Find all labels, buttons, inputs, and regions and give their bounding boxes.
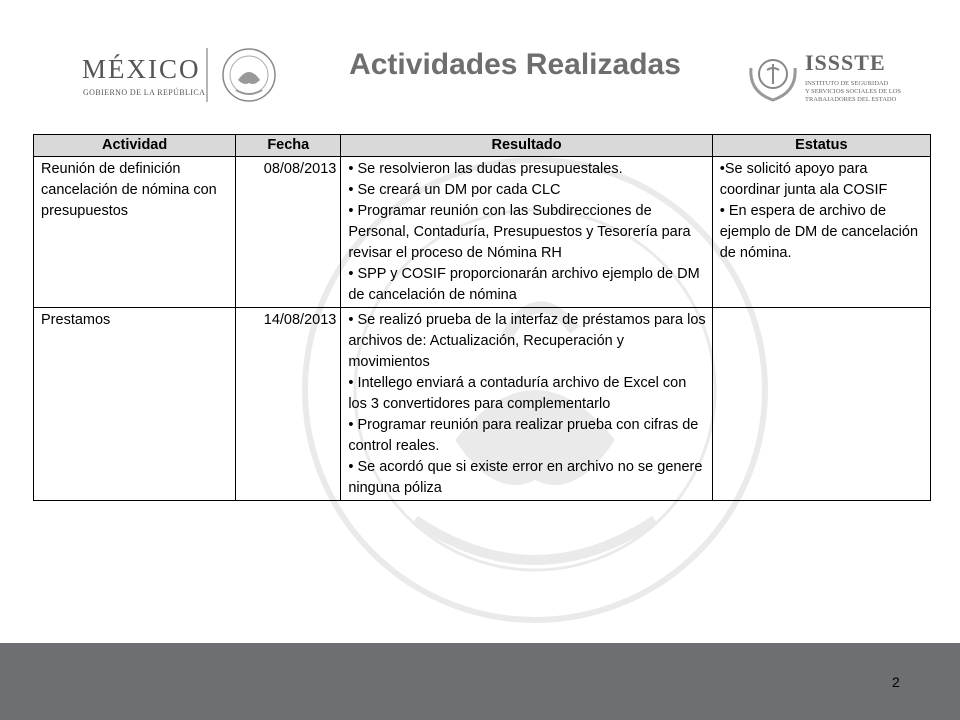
list-item: • Programar reunión para realizar prueba con cifras de control reales.	[348, 417, 699, 454]
list-item: • Programar reunión con las Subdirecciones de Personal, Contaduría, Presupuestos y Tesorería para revisar el proceso de Nómina RH	[348, 203, 691, 261]
list-item-text: En espera de archivo de ejemplo de DM de cancelación de nómina.	[719, 203, 919, 261]
table-header-row	[34, 135, 931, 157]
list-item: • Se realizó prueba de la interfaz de préstamos para los archivos de: Actualización, Recuperación y movimientos	[348, 312, 706, 370]
list-item-text: Se solicitó apoyo para coordinar junta ala COSIF	[719, 161, 888, 198]
list-item-text: Programar reunión para realizar prueba con cifras de control reales.	[348, 417, 699, 454]
issste-hands-icon	[745, 48, 801, 104]
logo-mexico-word: MÉXICO	[82, 54, 201, 84]
activities-table	[33, 134, 931, 501]
column-header-fecha: Fecha	[236, 135, 341, 157]
list-item-text: Se realizó prueba de la interfaz de préstamos para los archivos de: Actualización, Recuperación y movimientos	[348, 312, 706, 370]
list-item: • Intellego enviará a contaduría archivo de Excel con los 3 convertidores para complementarlo	[348, 375, 687, 412]
logo-issste-sub-line: INSTITUTO DE SEGURIDAD	[805, 80, 889, 87]
list-item-text: Intellego enviará a contaduría archivo de Excel con los 3 convertidores para complementarlo	[348, 375, 687, 412]
estatus-list	[720, 159, 926, 264]
resultado-list	[348, 310, 707, 499]
cell-resultado	[341, 308, 712, 501]
logo-issste-word: ISSSTE	[805, 50, 886, 75]
logo-issste	[745, 46, 905, 106]
logo-issste-sub-line: Y SERVICIOS SOCIALES DE LOS	[805, 88, 902, 95]
cell-estatus	[712, 157, 930, 308]
cell-fecha: 08/08/2013	[236, 157, 341, 308]
list-item-text: SPP y COSIF proporcionarán archivo ejemplo de DM de cancelación de nómina	[348, 266, 700, 303]
list-item: • SPP y COSIF proporcionarán archivo ejemplo de DM de cancelación de nómina	[348, 266, 700, 303]
list-item-text: Se resolvieron las dudas presupuestales.	[357, 161, 623, 177]
table-row	[34, 308, 931, 501]
logo-issste-sub-line: TRABAJADORES DEL ESTADO	[805, 96, 897, 103]
cell-estatus	[712, 308, 930, 501]
page-number: 2	[892, 674, 900, 690]
logo-mexico-subtitle: GOBIERNO DE LA REPÚBLICA	[83, 88, 206, 97]
list-item: •Se solicitó apoyo para coordinar junta ala COSIF	[719, 161, 888, 198]
column-header-resultado: Resultado	[341, 135, 712, 157]
list-item-text: Programar reunión con las Subdirecciones de Personal, Contaduría, Presupuestos y Tesorería para revisar el proceso de Nómina RH	[348, 203, 691, 261]
resultado-list	[348, 159, 707, 306]
list-item: • En espera de archivo de ejemplo de DM de cancelación de nómina.	[719, 203, 919, 261]
column-header-estatus: Estatus	[712, 135, 930, 157]
cell-resultado	[341, 157, 712, 308]
list-item: • Se creará un DM por cada CLC	[348, 182, 561, 198]
cell-actividad: Reunión de definición cancelación de nómina con presupuestos	[34, 157, 236, 308]
list-item-text: Se acordó que si existe error en archivo no se genere ninguna póliza	[348, 459, 703, 496]
column-header-actividad: Actividad	[34, 135, 236, 157]
list-item-text: Se creará un DM por cada CLC	[357, 182, 561, 198]
footer-bar	[0, 643, 960, 720]
cell-fecha: 14/08/2013	[236, 308, 341, 501]
cell-actividad: Prestamos	[34, 308, 236, 501]
table-row	[34, 157, 931, 308]
logo-issste-subtitle	[805, 80, 915, 104]
list-item: • Se resolvieron las dudas presupuestales.	[348, 161, 623, 177]
page-title: Actividades Realizadas	[349, 48, 681, 81]
list-item: • Se acordó que si existe error en archivo no se genere ninguna póliza	[348, 459, 703, 496]
